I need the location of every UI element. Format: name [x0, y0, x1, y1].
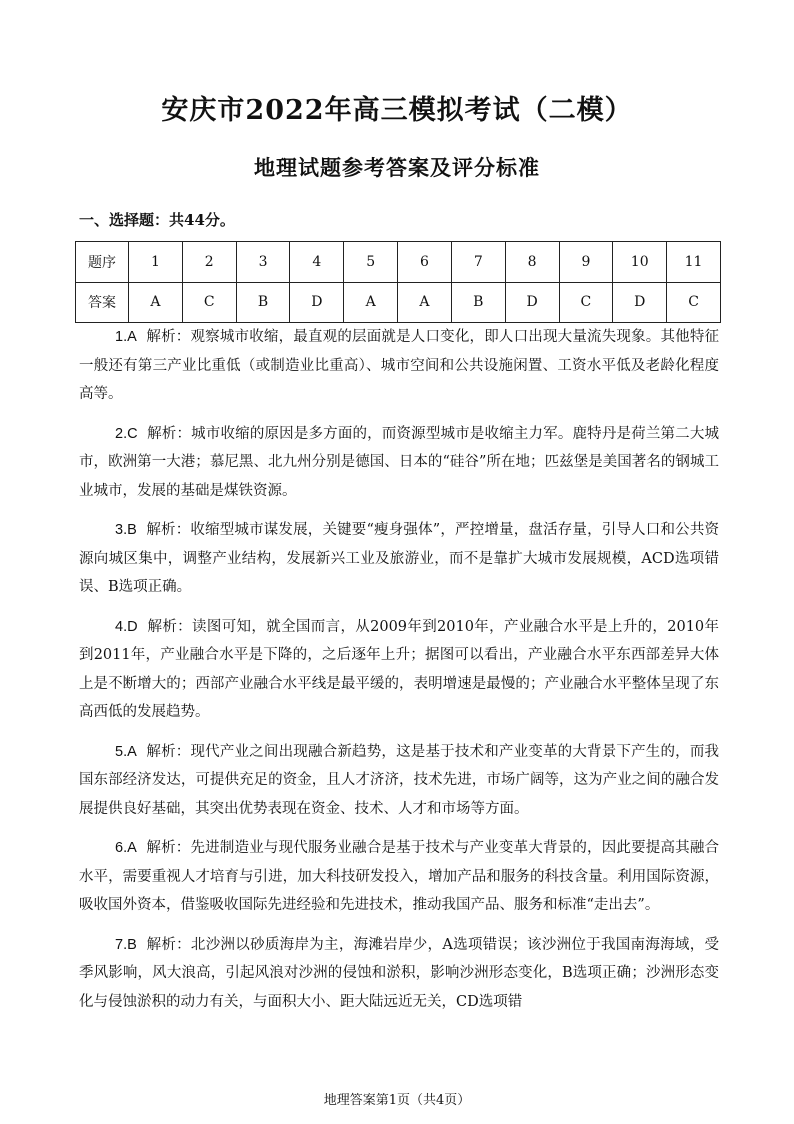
explanation-text: 解析：城市收缩的原因是多方面的，而资源型城市是收缩主力军。鹿特丹是荷兰第二大城市，欧洲第一大港；慕尼黑、北九州分别是德国、日本的“硅谷”所在地；匹兹堡是美国著名的钢城工业城市，发展的基础是煤铁资源。 — [79, 425, 720, 499]
explanation-item — [79, 516, 719, 602]
question-number: 2 — [182, 242, 236, 283]
explanation-text: 解析：北沙洲以砂质海岸为主，海滩岩岸少，A选项错误；该沙洲位于我国南海海域，受季风影响，风大浪高，引起风浪对沙洲的侵蚀和淤积，影响沙洲形态变化，B选项正确；沙洲形态变化与侵蚀淤积的动力有关，与面积大小、距大陆远近无关，CD选项错 — [79, 936, 719, 1010]
question-number: 10 — [613, 242, 667, 283]
page-subtitle: 地理试题参考答案及评分标准 — [254, 155, 540, 180]
answer-cell: A — [398, 282, 452, 323]
answer-table — [75, 241, 721, 323]
section-heading: 一、选择题：共44分。 — [79, 211, 235, 229]
question-number: 3 — [236, 242, 290, 283]
explanation-id: 3.B — [115, 522, 137, 538]
row-label-question: 题序 — [76, 242, 129, 283]
explanation-item — [79, 613, 719, 727]
question-number: 8 — [505, 242, 559, 283]
answer-cell: B — [451, 282, 505, 323]
answer-cell: A — [129, 282, 183, 323]
answer-cell: B — [236, 282, 290, 323]
answer-cell: C — [667, 282, 721, 323]
question-number: 7 — [451, 242, 505, 283]
explanation-item — [79, 834, 719, 920]
explanation-id: 7.B — [115, 936, 137, 953]
explanation-text: 解析：读图可知，就全国而言，从2009年到2010年，产业融合水平是上升的，2010年到2011年，产业融合水平是下降的，之后逐年上升；据图可以看出，产业融合水平东西部差异大体上是不断增大的；西部产业融合水平线是最平缓的，表明增速是最慢的；产业融合水平整体呈现了东高西低的发展趋势。 — [79, 618, 719, 720]
question-number: 6 — [398, 242, 452, 283]
answer-cell: C — [182, 282, 236, 323]
answer-cell: D — [290, 282, 344, 323]
question-number: 9 — [559, 242, 613, 283]
explanation-item — [79, 738, 719, 824]
question-number: 5 — [344, 242, 398, 283]
explanation-text: 解析：观察城市收缩，最直观的层面就是人口变化，即人口出现大量流失现象。其他特征一般还有第三产业比重低（或制造业比重高）、城市空间和公共设施闲置、工资水平低及老龄化程度高等。 — [79, 329, 720, 402]
answer-cell: C — [559, 282, 613, 323]
explanation-text: 解析：收缩型城市谋发展，关键要“瘦身强体”，严控增量，盘活存量，引导人口和公共资源向城区集中，调整产业结构，发展新兴工业及旅游业，而不是靠扩大城市发展规模，ACD选项错误、B选项正确。 — [79, 522, 720, 595]
explanation-id: 4.D — [115, 618, 138, 635]
explanation-id: 2.C — [115, 425, 138, 442]
explanation-item — [79, 931, 719, 1017]
question-number-row — [76, 242, 721, 283]
answer-cell: D — [613, 282, 667, 323]
explanation-item — [79, 420, 719, 506]
explanation-id: 1.A — [115, 329, 137, 345]
explanation-id: 5.A — [115, 743, 137, 760]
row-label-answer: 答案 — [76, 282, 129, 323]
page-footer: 地理答案第1页（共4页） — [323, 1093, 471, 1108]
question-number: 11 — [667, 242, 721, 283]
explanation-text: 解析：先进制造业与现代服务业融合是基于技术与产业变革大背景的，因此要提高其融合水平，需要重视人才培育与引进，加大科技研发投入，增加产品和服务的科技含量。利用国际资源，吸收国外资本，借鉴吸收国际先进经验和先进技术，推动我国产品、服务和标准“走出去”。 — [79, 840, 720, 913]
explanation-text: 解析：现代产业之间出现融合新趋势，这是基于技术和产业变革的大背景下产生的，而我国东部经济发达，可提供充足的资金，且人才济济，技术先进，市场广阔等，这为产业之间的融合发展提供良好基础，其突出优势表现在资金、技术、人才和市场等方面。 — [79, 743, 720, 817]
question-number: 4 — [290, 242, 344, 283]
explanation-id: 6.A — [115, 840, 137, 856]
page-title: 安庆市2022年高三模拟考试（二模） — [161, 95, 633, 126]
answer-row — [76, 282, 721, 323]
answer-cell: D — [505, 282, 559, 323]
answer-cell: A — [344, 282, 398, 323]
explanation-list — [79, 323, 719, 1027]
explanation-item — [79, 323, 719, 409]
question-number: 1 — [129, 242, 183, 283]
